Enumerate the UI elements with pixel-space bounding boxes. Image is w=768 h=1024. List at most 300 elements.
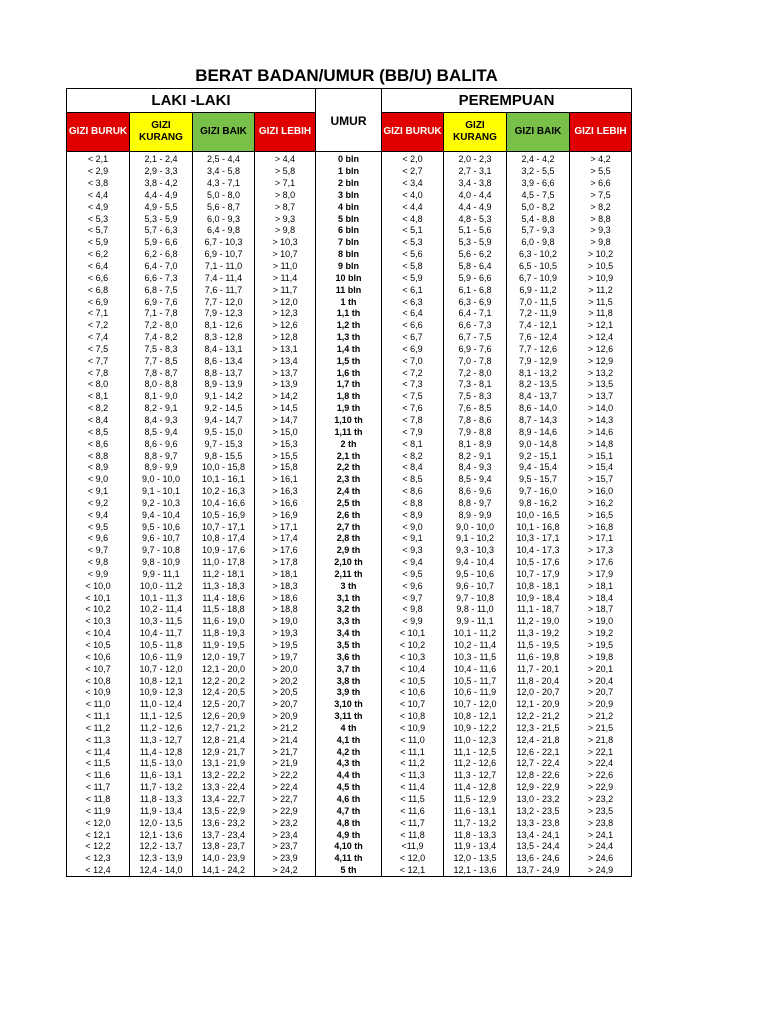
female-gizi-lebih-cell: > 6,6 (570, 178, 632, 190)
table-row (67, 829, 632, 841)
female-gizi-lebih-cell: > 9,3 (570, 225, 632, 237)
female-gizi-lebih-cell: > 22,9 (570, 782, 632, 794)
female-gizi-buruk-cell: < 12,0 (382, 853, 444, 865)
female-gizi-kurang-cell: 6,6 - 7,3 (444, 320, 507, 332)
table-row (67, 557, 632, 569)
female-gizi-lebih-cell: > 8,8 (570, 213, 632, 225)
table-row (67, 782, 632, 794)
male-gizi-kurang-cell: 10,0 - 11,2 (130, 580, 193, 592)
female-gizi-kurang-cell: 6,9 - 7,6 (444, 344, 507, 356)
female-gizi-buruk-cell: < 11,7 (382, 817, 444, 829)
female-gizi-lebih-cell: > 9,8 (570, 237, 632, 249)
age-cell: 1,5 th (316, 355, 382, 367)
male-gizi-kurang-cell: 9,7 - 10,8 (130, 545, 193, 557)
male-category-gizi-lebih: GIZI LEBIH (255, 113, 316, 152)
female-gizi-baik-cell: 7,2 - 11,9 (507, 308, 570, 320)
female-gizi-lebih-cell: > 12,6 (570, 344, 632, 356)
male-gizi-kurang-cell: 10,4 - 11,7 (130, 628, 193, 640)
table-row (67, 237, 632, 249)
female-gizi-lebih-cell: > 20,4 (570, 675, 632, 687)
female-gizi-buruk-cell: < 6,7 (382, 332, 444, 344)
female-gizi-kurang-cell: 8,6 - 9,6 (444, 486, 507, 498)
table-row (67, 403, 632, 415)
male-gizi-lebih-cell: > 21,7 (255, 746, 316, 758)
female-gizi-lebih-cell: > 17,1 (570, 533, 632, 545)
female-gizi-buruk-cell: < 2,0 (382, 152, 444, 166)
female-gizi-baik-cell: 12,4 - 21,8 (507, 734, 570, 746)
age-cell: 3,3 th (316, 616, 382, 628)
female-gizi-kurang-cell: 11,9 - 13,4 (444, 841, 507, 853)
male-gizi-baik-cell: 11,8 - 19,3 (193, 628, 255, 640)
male-gizi-buruk-cell: < 12,4 (67, 865, 130, 877)
male-gizi-kurang-cell: 5,3 - 5,9 (130, 213, 193, 225)
female-gizi-baik-cell: 12,0 - 20,7 (507, 687, 570, 699)
female-gizi-buruk-cell: < 11,1 (382, 746, 444, 758)
male-gizi-lebih-cell: > 21,9 (255, 758, 316, 770)
male-gizi-buruk-cell: < 9,7 (67, 545, 130, 557)
female-gizi-buruk-cell: < 9,8 (382, 604, 444, 616)
female-gizi-buruk-cell: < 12,1 (382, 865, 444, 877)
table-row (67, 817, 632, 829)
female-gizi-buruk-cell: < 10,5 (382, 675, 444, 687)
table-row (67, 569, 632, 581)
table-row (67, 201, 632, 213)
female-gizi-kurang-cell: 8,8 - 9,7 (444, 497, 507, 509)
age-cell: 2,6 th (316, 509, 382, 521)
male-gizi-lebih-cell: > 14,7 (255, 415, 316, 427)
male-gizi-lebih-cell: > 22,2 (255, 770, 316, 782)
male-gizi-lebih-cell: > 22,4 (255, 782, 316, 794)
table-row (67, 213, 632, 225)
female-gizi-lebih-cell: > 4,2 (570, 152, 632, 166)
age-column-header: UMUR (316, 89, 382, 152)
table-row (67, 320, 632, 332)
female-gizi-lebih-cell: > 19,8 (570, 651, 632, 663)
table-row (67, 190, 632, 202)
male-gizi-lebih-cell: > 21,2 (255, 723, 316, 735)
female-category-gizi-lebih: GIZI LEBIH (570, 113, 632, 152)
female-gizi-buruk-cell: < 6,4 (382, 308, 444, 320)
female-gizi-lebih-cell: > 19,2 (570, 628, 632, 640)
female-gizi-buruk-cell: < 9,0 (382, 521, 444, 533)
female-gizi-lebih-cell: > 12,9 (570, 355, 632, 367)
female-gizi-baik-cell: 8,9 - 14,6 (507, 426, 570, 438)
female-gizi-kurang-cell: 4,8 - 5,3 (444, 213, 507, 225)
female-gizi-kurang-cell: 11,5 - 12,9 (444, 794, 507, 806)
age-cell: 2 th (316, 438, 382, 450)
male-gizi-buruk-cell: < 9,1 (67, 486, 130, 498)
female-gizi-baik-cell: 11,1 - 18,7 (507, 604, 570, 616)
male-gizi-kurang-cell: 10,2 - 11,4 (130, 604, 193, 616)
female-gizi-lebih-cell: > 21,5 (570, 723, 632, 735)
male-gizi-kurang-cell: 10,5 - 11,8 (130, 640, 193, 652)
male-gizi-lebih-cell: > 22,7 (255, 794, 316, 806)
male-gizi-kurang-cell: 7,2 - 8,0 (130, 320, 193, 332)
male-gizi-baik-cell: 2,5 - 4,4 (193, 152, 255, 166)
female-gizi-kurang-cell: 11,2 - 12,6 (444, 758, 507, 770)
male-gizi-lebih-cell: > 17,8 (255, 557, 316, 569)
male-gizi-baik-cell: 4,3 - 7,1 (193, 178, 255, 190)
male-gizi-baik-cell: 9,5 - 15,0 (193, 426, 255, 438)
male-gizi-baik-cell: 10,2 - 16,3 (193, 486, 255, 498)
age-cell: 4,9 th (316, 829, 382, 841)
male-gizi-buruk-cell: < 9,8 (67, 557, 130, 569)
female-gizi-baik-cell: 9,8 - 16,2 (507, 497, 570, 509)
female-gizi-lebih-cell: > 13,2 (570, 367, 632, 379)
table-row (67, 841, 632, 853)
female-gizi-baik-cell: 11,6 - 19,8 (507, 651, 570, 663)
male-gizi-baik-cell: 8,9 - 13,9 (193, 379, 255, 391)
male-gizi-lebih-cell: > 13,4 (255, 355, 316, 367)
female-gizi-baik-cell: 13,6 - 24,6 (507, 853, 570, 865)
female-gizi-buruk-cell: < 5,3 (382, 237, 444, 249)
male-gizi-buruk-cell: < 9,4 (67, 509, 130, 521)
male-gizi-baik-cell: 12,5 - 20,7 (193, 699, 255, 711)
female-gizi-kurang-cell: 10,9 - 12,2 (444, 723, 507, 735)
female-gizi-buruk-cell: < 6,9 (382, 344, 444, 356)
male-gizi-buruk-cell: < 9,6 (67, 533, 130, 545)
age-cell: 4,3 th (316, 758, 382, 770)
female-gizi-buruk-cell: < 10,3 (382, 651, 444, 663)
male-gizi-buruk-cell: < 9,2 (67, 497, 130, 509)
female-gizi-buruk-cell: < 11,8 (382, 829, 444, 841)
female-gizi-kurang-cell: 11,8 - 13,3 (444, 829, 507, 841)
female-gizi-lebih-cell: > 8,2 (570, 201, 632, 213)
female-gizi-lebih-cell: > 18,1 (570, 580, 632, 592)
female-gizi-lebih-cell: > 13,5 (570, 379, 632, 391)
male-gizi-lebih-cell: > 17,1 (255, 521, 316, 533)
male-gizi-buruk-cell: < 10,6 (67, 651, 130, 663)
male-gizi-buruk-cell: < 6,9 (67, 296, 130, 308)
table-row (67, 687, 632, 699)
female-gizi-baik-cell: 10,8 - 18,1 (507, 580, 570, 592)
female-gizi-kurang-cell: 5,1 - 5,6 (444, 225, 507, 237)
female-gizi-kurang-cell: 10,5 - 11,7 (444, 675, 507, 687)
male-gizi-buruk-cell: < 11,7 (67, 782, 130, 794)
age-cell: 3,7 th (316, 663, 382, 675)
male-gizi-kurang-cell: 11,5 - 13,0 (130, 758, 193, 770)
male-gizi-lebih-cell: > 17,6 (255, 545, 316, 557)
male-gizi-baik-cell: 14,0 - 23,9 (193, 853, 255, 865)
female-gizi-kurang-cell: 9,5 - 10,6 (444, 569, 507, 581)
male-gizi-baik-cell: 10,8 - 17,4 (193, 533, 255, 545)
age-cell: 1,11 th (316, 426, 382, 438)
female-gizi-baik-cell: 11,8 - 20,4 (507, 675, 570, 687)
male-gizi-lebih-cell: > 18,1 (255, 569, 316, 581)
table-row (67, 462, 632, 474)
table-row (67, 474, 632, 486)
female-gizi-baik-cell: 8,2 - 13,5 (507, 379, 570, 391)
female-gizi-buruk-cell: < 9,7 (382, 592, 444, 604)
female-gizi-baik-cell: 2,4 - 4,2 (507, 152, 570, 166)
male-gizi-kurang-cell: 9,8 - 10,9 (130, 557, 193, 569)
female-gizi-kurang-cell: 9,0 - 10,0 (444, 521, 507, 533)
female-gizi-kurang-cell: 10,6 - 11,9 (444, 687, 507, 699)
male-gizi-buruk-cell: < 8,2 (67, 403, 130, 415)
table-row (67, 521, 632, 533)
male-gizi-kurang-cell: 9,4 - 10,4 (130, 509, 193, 521)
table-row (67, 770, 632, 782)
male-gizi-baik-cell: 13,6 - 23,2 (193, 817, 255, 829)
male-gizi-baik-cell: 14,1 - 24,2 (193, 865, 255, 877)
male-gizi-buruk-cell: < 8,4 (67, 415, 130, 427)
female-gizi-kurang-cell: 8,1 - 8,9 (444, 438, 507, 450)
female-gizi-lebih-cell: > 13,7 (570, 391, 632, 403)
female-gizi-baik-cell: 10,7 - 17,9 (507, 569, 570, 581)
female-gizi-kurang-cell: 5,8 - 6,4 (444, 261, 507, 273)
male-gizi-buruk-cell: < 7,7 (67, 355, 130, 367)
table-row (67, 178, 632, 190)
table-row (67, 805, 632, 817)
age-cell: 4,1 th (316, 734, 382, 746)
male-gizi-buruk-cell: < 8,1 (67, 391, 130, 403)
male-gizi-buruk-cell: < 12,0 (67, 817, 130, 829)
male-gizi-lebih-cell: > 8,0 (255, 190, 316, 202)
male-gizi-lebih-cell: > 23,9 (255, 853, 316, 865)
table-row (67, 651, 632, 663)
table-row (67, 533, 632, 545)
female-gizi-buruk-cell: < 10,6 (382, 687, 444, 699)
male-gizi-baik-cell: 10,5 - 16,9 (193, 509, 255, 521)
male-gizi-baik-cell: 13,2 - 22,2 (193, 770, 255, 782)
male-gizi-kurang-cell: 4,9 - 5,5 (130, 201, 193, 213)
female-gizi-buruk-cell: < 7,3 (382, 379, 444, 391)
male-gizi-buruk-cell: < 11,6 (67, 770, 130, 782)
male-gizi-baik-cell: 9,1 - 14,2 (193, 391, 255, 403)
growth-table (66, 88, 632, 877)
male-gizi-baik-cell: 6,7 - 10,3 (193, 237, 255, 249)
age-cell: 1 bln (316, 166, 382, 178)
male-gizi-baik-cell: 9,2 - 14,5 (193, 403, 255, 415)
male-gizi-lebih-cell: > 16,9 (255, 509, 316, 521)
age-cell: 11 bln (316, 284, 382, 296)
female-gizi-buruk-cell: < 11,5 (382, 794, 444, 806)
male-gizi-baik-cell: 7,9 - 12,3 (193, 308, 255, 320)
table-row (67, 261, 632, 273)
female-gizi-lebih-cell: > 21,2 (570, 711, 632, 723)
female-gizi-buruk-cell: < 10,1 (382, 628, 444, 640)
male-gizi-kurang-cell: 10,9 - 12,3 (130, 687, 193, 699)
male-gizi-baik-cell: 11,2 - 18,1 (193, 569, 255, 581)
male-gizi-buruk-cell: < 10,8 (67, 675, 130, 687)
male-gizi-baik-cell: 8,1 - 12,6 (193, 320, 255, 332)
female-gizi-buruk-cell: < 7,6 (382, 403, 444, 415)
age-cell: 3,8 th (316, 675, 382, 687)
table-row (67, 367, 632, 379)
male-gizi-baik-cell: 13,4 - 22,7 (193, 794, 255, 806)
female-gizi-kurang-cell: 9,6 - 10,7 (444, 580, 507, 592)
male-gizi-buruk-cell: < 3,8 (67, 178, 130, 190)
male-gizi-buruk-cell: < 10,4 (67, 628, 130, 640)
female-gizi-kurang-cell: 7,0 - 7,8 (444, 355, 507, 367)
age-cell: 2,3 th (316, 474, 382, 486)
female-gizi-buruk-cell: < 8,9 (382, 509, 444, 521)
female-gizi-baik-cell: 12,2 - 21,2 (507, 711, 570, 723)
table-row (67, 166, 632, 178)
female-gizi-lebih-cell: > 24,6 (570, 853, 632, 865)
female-gizi-baik-cell: 13,3 - 23,8 (507, 817, 570, 829)
female-gizi-baik-cell: 5,7 - 9,3 (507, 225, 570, 237)
female-gizi-baik-cell: 13,5 - 24,4 (507, 841, 570, 853)
female-gizi-lebih-cell: > 14,3 (570, 415, 632, 427)
male-gizi-baik-cell: 11,5 - 18,8 (193, 604, 255, 616)
female-gizi-buruk-cell: < 8,5 (382, 474, 444, 486)
male-gizi-buruk-cell: < 10,3 (67, 616, 130, 628)
male-gizi-kurang-cell: 12,3 - 13,9 (130, 853, 193, 865)
male-gizi-kurang-cell: 11,6 - 13,1 (130, 770, 193, 782)
table-body (67, 152, 632, 877)
male-gizi-baik-cell: 6,9 - 10,7 (193, 249, 255, 261)
age-cell: 2 bln (316, 178, 382, 190)
table-row (67, 509, 632, 521)
female-gizi-baik-cell: 6,7 - 10,9 (507, 272, 570, 284)
male-gizi-baik-cell: 12,7 - 21,2 (193, 723, 255, 735)
male-gizi-lebih-cell: > 16,3 (255, 486, 316, 498)
female-gizi-buruk-cell: < 3,4 (382, 178, 444, 190)
male-gizi-lebih-cell: > 19,7 (255, 651, 316, 663)
table-row (67, 663, 632, 675)
male-gizi-baik-cell: 9,7 - 15,3 (193, 438, 255, 450)
male-gizi-lebih-cell: > 15,3 (255, 438, 316, 450)
table-row (67, 152, 632, 166)
male-gizi-kurang-cell: 9,0 - 10,0 (130, 474, 193, 486)
female-gizi-lebih-cell: > 16,8 (570, 521, 632, 533)
age-cell: 4,6 th (316, 794, 382, 806)
age-cell: 1,10 th (316, 415, 382, 427)
male-gizi-buruk-cell: < 11,4 (67, 746, 130, 758)
age-cell: 8 bln (316, 249, 382, 261)
male-gizi-buruk-cell: < 8,6 (67, 438, 130, 450)
female-gizi-baik-cell: 8,1 - 13,2 (507, 367, 570, 379)
male-gizi-kurang-cell: 6,9 - 7,6 (130, 296, 193, 308)
female-gizi-baik-cell: 5,0 - 8,2 (507, 201, 570, 213)
female-gizi-baik-cell: 12,7 - 22,4 (507, 758, 570, 770)
table-row (67, 580, 632, 592)
male-gizi-kurang-cell: 11,0 - 12,4 (130, 699, 193, 711)
male-gizi-buruk-cell: < 7,5 (67, 344, 130, 356)
female-gizi-baik-cell: 3,2 - 5,5 (507, 166, 570, 178)
male-gizi-kurang-cell: 9,2 - 10,3 (130, 497, 193, 509)
female-gizi-buruk-cell: < 7,5 (382, 391, 444, 403)
age-cell: 2,10 th (316, 557, 382, 569)
male-gizi-kurang-cell: 6,4 - 7,0 (130, 261, 193, 273)
female-gizi-buruk-cell: < 9,6 (382, 580, 444, 592)
male-gizi-lebih-cell: > 14,5 (255, 403, 316, 415)
male-gizi-baik-cell: 12,1 - 20,0 (193, 663, 255, 675)
table-row (67, 734, 632, 746)
male-gizi-lebih-cell: > 5,8 (255, 166, 316, 178)
male-gizi-kurang-cell: 11,8 - 13,3 (130, 794, 193, 806)
table-row (67, 699, 632, 711)
male-gizi-buruk-cell: < 11,9 (67, 805, 130, 817)
age-cell: 4 bln (316, 201, 382, 213)
female-gizi-baik-cell: 12,8 - 22,6 (507, 770, 570, 782)
age-cell: 9 bln (316, 261, 382, 273)
male-category-gizi-buruk: GIZI BURUK (67, 113, 130, 152)
age-cell: 1,3 th (316, 332, 382, 344)
table-row (67, 853, 632, 865)
male-gizi-kurang-cell: 6,8 - 7,5 (130, 284, 193, 296)
male-gizi-lebih-cell: > 11,4 (255, 272, 316, 284)
male-gizi-kurang-cell: 9,9 - 11,1 (130, 569, 193, 581)
male-gizi-lebih-cell: > 15,8 (255, 462, 316, 474)
female-gizi-buruk-cell: < 10,2 (382, 640, 444, 652)
male-gizi-buruk-cell: < 4,9 (67, 201, 130, 213)
female-gizi-buruk-cell: < 9,9 (382, 616, 444, 628)
female-gizi-buruk-cell: < 7,9 (382, 426, 444, 438)
male-gizi-kurang-cell: 12,0 - 13,5 (130, 817, 193, 829)
male-gizi-lebih-cell: > 11,7 (255, 284, 316, 296)
male-gizi-kurang-cell: 11,9 - 13,4 (130, 805, 193, 817)
male-gizi-baik-cell: 7,7 - 12,0 (193, 296, 255, 308)
age-cell: 6 bln (316, 225, 382, 237)
age-cell: 4,11 th (316, 853, 382, 865)
male-gizi-buruk-cell: < 7,4 (67, 332, 130, 344)
male-gizi-lebih-cell: > 19,3 (255, 628, 316, 640)
male-gizi-baik-cell: 7,6 - 11,7 (193, 284, 255, 296)
table-row (67, 497, 632, 509)
female-gizi-buruk-cell: < 9,4 (382, 557, 444, 569)
age-cell: 2,4 th (316, 486, 382, 498)
age-cell: 5 bln (316, 213, 382, 225)
female-gizi-kurang-cell: 8,9 - 9,9 (444, 509, 507, 521)
male-gizi-baik-cell: 9,8 - 15,5 (193, 450, 255, 462)
female-gizi-lebih-cell: > 17,3 (570, 545, 632, 557)
male-gizi-lebih-cell: > 9,8 (255, 225, 316, 237)
female-gizi-kurang-cell: 8,4 - 9,3 (444, 462, 507, 474)
female-gizi-buruk-cell: < 8,2 (382, 450, 444, 462)
female-gizi-lebih-cell: > 11,8 (570, 308, 632, 320)
female-gizi-lebih-cell: > 12,4 (570, 332, 632, 344)
female-gizi-buruk-cell: < 5,9 (382, 272, 444, 284)
male-gizi-kurang-cell: 11,3 - 12,7 (130, 734, 193, 746)
female-gizi-baik-cell: 8,7 - 14,3 (507, 415, 570, 427)
female-gizi-kurang-cell: 8,5 - 9,4 (444, 474, 507, 486)
table-row (67, 592, 632, 604)
female-gizi-buruk-cell: < 6,6 (382, 320, 444, 332)
female-gizi-lebih-cell: > 18,7 (570, 604, 632, 616)
male-gizi-lebih-cell: > 8,7 (255, 201, 316, 213)
male-gizi-lebih-cell: > 20,2 (255, 675, 316, 687)
female-gizi-baik-cell: 6,5 - 10,5 (507, 261, 570, 273)
male-gizi-kurang-cell: 10,1 - 11,3 (130, 592, 193, 604)
female-gizi-buruk-cell: < 4,0 (382, 190, 444, 202)
age-cell: 1,6 th (316, 367, 382, 379)
male-gizi-baik-cell: 7,1 - 11,0 (193, 261, 255, 273)
female-gizi-baik-cell: 7,7 - 12,6 (507, 344, 570, 356)
female-gizi-kurang-cell: 5,9 - 6,6 (444, 272, 507, 284)
male-gizi-lebih-cell: > 20,7 (255, 699, 316, 711)
table-row (67, 865, 632, 877)
age-cell: 10 bln (316, 272, 382, 284)
male-gizi-baik-cell: 3,4 - 5,8 (193, 166, 255, 178)
male-gizi-kurang-cell: 8,6 - 9,6 (130, 438, 193, 450)
table-row (67, 344, 632, 356)
male-gizi-baik-cell: 13,1 - 21,9 (193, 758, 255, 770)
male-gizi-lebih-cell: > 4,4 (255, 152, 316, 166)
male-gizi-buruk-cell: < 6,4 (67, 261, 130, 273)
female-gizi-lebih-cell: > 15,7 (570, 474, 632, 486)
female-gizi-lebih-cell: > 12,1 (570, 320, 632, 332)
male-gizi-lebih-cell: > 19,5 (255, 640, 316, 652)
male-gizi-baik-cell: 13,5 - 22,9 (193, 805, 255, 817)
male-gizi-baik-cell: 12,6 - 20,9 (193, 711, 255, 723)
female-gizi-baik-cell: 9,0 - 14,8 (507, 438, 570, 450)
male-gizi-lebih-cell: > 15,5 (255, 450, 316, 462)
female-gizi-lebih-cell: > 10,9 (570, 272, 632, 284)
age-cell: 2,5 th (316, 497, 382, 509)
age-cell: 2,2 th (316, 462, 382, 474)
